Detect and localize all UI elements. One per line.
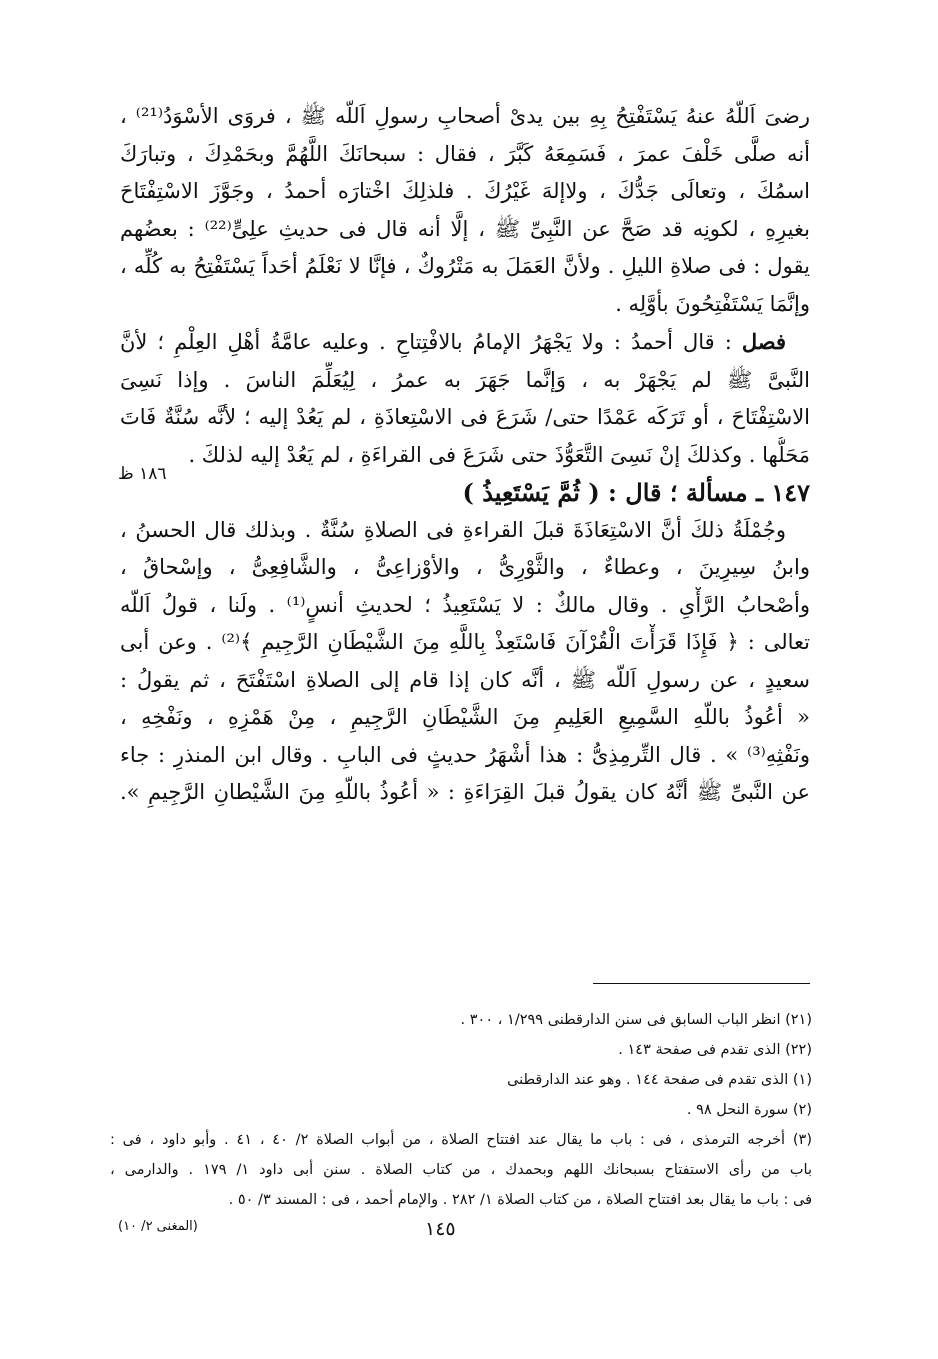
text-line-3: اسمُكَ ، وتعالَى جَدُّكَ ، ولاإلهَ غَيْرُكَ . فلذلِكَ اخْتارَه أحمدُ ، وجَوَّزَ الاسْتِفْتَاحَ [120,179,810,203]
footnote-3-line-1: (٣) أخرجه الترمذى ، فى : باب ما يقال عند افتتاح الصلاة ، من أبواب الصلاة ٢/ ٤٠ ، ٤١ . وأبو داود ، فى : [110,1132,812,1148]
text-line-16: سعيدٍ ، عن رسولِ اَللّه ﷺ ، أنَّه كان إذا قام إلى الصلاةِ اسْتَفْتَحَ ، ثم يقولُ : [120,667,810,692]
printer-signature: (المغنى ٢/ ١٠) [118,1219,198,1234]
text-line-7: قال أحمدُ : ولا يَجْهَرُ الإمامُ بالافْتِتاحِ . وعليه عامَّةُ أهْلِ العِلْمِ ؛ لأنَّ [120,330,715,354]
footnote-22: (٢٢) الذى تقدم فى صفحة ١٤٣ . [618,1042,812,1058]
folio-margin-note: ١٨٦ ظ [118,464,167,484]
text-line-13: وابنُ سِيرِينَ ، وعطاءٌ ، والثَّوْرِىُّ ، والأوْزاعِىُّ ، والشَّافِعِىُّ ، وإسْحاقُ ، [120,555,810,579]
fasl-paragraph-line: فصل : قال أحمدُ : ولا يَجْهَرُ الإمامُ بالافْتِتاحِ . وعليه عامَّةُ أهْلِ العِلْمِ ؛ لأنَّ [120,329,786,354]
text-line-9: الاسْتِفْتَاحَ ، أو تَرَكَه عَمْدًا حتى/ شَرَعَ فى الاسْتِعاذَةِ ، لم يَعُدْ إليه ؛ لأنَّه سُنَّةٌ فَاتَ [120,405,810,429]
issue-title: مسألة ؛ قال : ( ثُمَّ يَسْتَعِيذُ ) [462,478,748,507]
text-line-17: « أعُوذُ باللّهِ السَّمِيعِ العَلِيمِ مِنَ الشَّيْطَانِ الرَّجِيمِ ، مِنْ هَمْزِهِ ، ونَفْخِهِ ، [120,705,810,729]
text-line-12: وجُمْلَةُ ذلكَ أنَّ الاسْتِعَاذَةَ قبلَ القراءةِ فى الصلاةِ سُنَّةٌ . وبذلك قال الحسنُ ، [120,517,786,542]
footnote-21: (٢١) انظر الباب السابق فى سنن الدارقطنى ١/٢٩٩ ، ٣٠٠ . [460,1012,812,1028]
issue-number: ١٤٧ ـ [755,478,810,507]
footnote-3-line-2: باب من رأى الاستفتاح بسبحانك اللهم وبحمدك ، من كتاب الصلاة . سنن أبى داود ١/ ١٧٩ . والدارمى ، [110,1162,812,1178]
footnote-1: (١) الذى تقدم فى صفحة ١٤٤ . وهو عند الدارقطنى [507,1072,812,1088]
text-line-6: وإنَّمَا يَسْتَفْتِحُونَ بأوَّلِه . [615,291,810,316]
footnote-divider [593,983,810,984]
text-line-8: النَّبىَّ ﷺ لم يَجْهَرْ به ، وَإنَّما جَهَرَ به عمرُ ، لِيُعَلِّمَ الناسَ . وإذا نَسِىَ [120,367,810,392]
text-line-4: بغيرِهِ ، لكونِه قد صَحَّ عن النَّبِىِّ ﷺ ، إلَّا أنه قال فى حديثِ علِىٍّ⁽²²⁾ : بعضُهم [120,216,810,241]
text-line-1: رضىَ اَللّهُ عنهُ يَسْتَفْتِحُ بِهِ بين يدىْ أصحابِ رسولِ اَللّه ﷺ ، فروَى الأسْوَدُ⁽²¹⁾ ، [120,104,810,128]
text-line-5: يقول : فى صلاةِ الليلِ . ولأنَّ العَمَلَ به مَتْرُوكٌ ، فإنَّا لا نَعْلَمُ أحَداً يَسْتَفْتِحُ به كُلِّه ، [120,254,810,278]
text-line-14: وأصْحابُ الرَّأْىِ . وقال مالكٌ : لا يَسْتَعِيذُ ؛ لحديثِ أنسٍ⁽¹⁾ . ولَنا ، قولُ اَللّه [120,592,810,617]
text-line-19: عن النَّبىِّ ﷺ أنَّهُ كان يقولُ قبلَ القِرَاءَةِ : « أعُوذُ باللّهِ مِنَ الشَّيْطانِ الرَّجِيمِ ». [120,780,810,804]
footnote-2: (٢) سورة النحل ٩٨ . [686,1102,812,1118]
text-line-10: مَحَلُّها . وكذلكَ إنْ نَسِىَ التَّعَوُّذَ حتى شَرَعَ فى القراءَةِ ، لم يَعُدْ إليه لذلكَ . [188,442,810,467]
main-text [120,98,810,812]
page-number: ١٤٥ [425,1218,456,1240]
issue-heading [120,474,810,512]
footnotes [110,1005,812,1215]
text-line-18: ونَفْثِهِ⁽³⁾ » . قال التِّرمِذِىُّ : هذا أشْهَرُ حديثٍ فى البابِ . وقال ابن المنذرِ : جاء [120,742,810,767]
text-line-15: تعالى : ﴿ فَإِذَا قَرَأْتَ الْقُرْآنَ فَاسْتَعِذْ بِاللَّهِ مِنَ الشَّيْطَانِ الرَّجِيمِ ﴾⁽²⁾ . وعن أبى [120,630,810,654]
fasl-label: فصل [741,329,786,354]
footnote-3-line-3: فى : باب ما يقال بعد افتتاح الصلاة ، من كتاب الصلاة ١/ ٢٨٢ . والإمام أحمد ، فى : المسند ٣/ ٥٠ . [228,1192,812,1208]
text-line-2: أنه صلَّى خَلْفَ عمرَ ، فَسَمِعَهُ كَبَّرَ ، فقال : سبحانَكَ اللَّهُمَّ وبحَمْدِكَ ، وتبارَكَ [120,141,810,166]
